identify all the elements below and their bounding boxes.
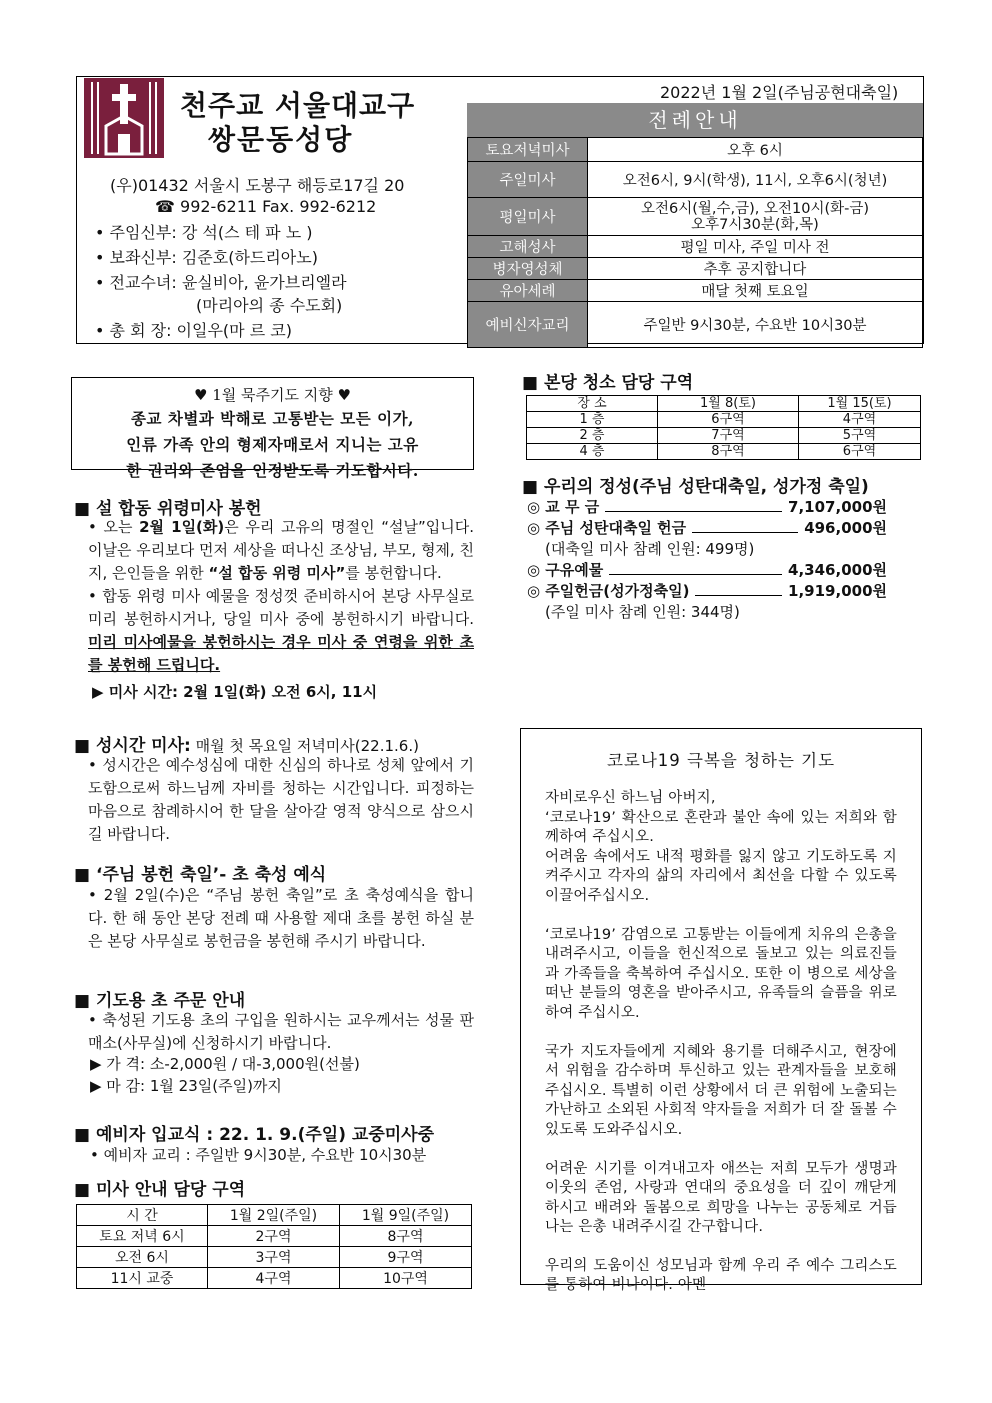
holy-hour-text: • 성시간은 예수성심에 대한 신심의 하나로 성체 앞에서 기도함으로써 하느님께 자비를 청하는 시간입니다. 피정하는 마음으로 참례하시어 한 달을 살아갈 영적 양식으로 삼으시길 바랍니다. xyxy=(88,756,474,843)
weekday-mass-line2: 오후7시30분(화,목) xyxy=(691,216,819,233)
rosary-intention-line: 인류 가족 안의 형제자매로서 지니는 고유 xyxy=(126,435,419,454)
offering-title: ■ 우리의 정성(주님 성탄대축일, 성가정 축일) xyxy=(522,477,869,497)
covid-prayer-title: 코로나19 극복을 청하는 기도 xyxy=(606,751,836,770)
rosary-intention-line: 종교 차별과 박해로 고통받는 모든 이가, xyxy=(131,409,414,428)
weekday-mass-line1: 오전6시(월,수,금), 오전10시(화-금) xyxy=(640,200,870,217)
offering-label: ◎ 주님 성탄대축일 헌금 xyxy=(527,519,687,537)
liturgy-value: 평일 미사, 주일 미사 전 xyxy=(588,236,923,258)
offering-list xyxy=(527,497,887,623)
mass-duty-table xyxy=(76,1204,472,1289)
prayer-paragraph: ‘코로나19’ 감염으로 고통받는 이들에게 치유의 은총을 내려주시고, 이들을 헌신적으로 돌보고 있는 의료진들과 가족들을 축복하여 주십시오. 또한 이 병으로 세상을 떠난 분들의 영혼을 받아주시고, 유족들의 슬픔을 위로하여 주십시오. xyxy=(545,926,897,1021)
table-cell: 4 층 xyxy=(527,444,658,460)
text-span: 은 우리 고유의 명절인 “설날”입니다. 이날은 우리보다 먼저 세상을 떠나신 조상님, 부모, 형제, 친지, 은인들을 위한 xyxy=(88,518,474,582)
parish-name-line2: 쌍문동성당 xyxy=(208,123,354,156)
table-header: 시 간 xyxy=(77,1205,208,1226)
table-header: 1월 9일(주일) xyxy=(340,1205,472,1226)
liturgy-value xyxy=(588,198,923,236)
prayer-paragraph: 우리의 도움이신 성모님과 함께 우리 주 예수 그리스도를 통하여 비나이다. 아멘 xyxy=(545,1257,897,1294)
table-cell: 10구역 xyxy=(340,1268,472,1289)
lunar-memorial-p1 xyxy=(88,516,474,585)
liturgy-key: 병자영성체 xyxy=(468,258,588,280)
liturgy-value: 매달 첫째 토요일 xyxy=(588,280,923,302)
table-cell: 오전 6시 xyxy=(77,1247,208,1268)
offering-item xyxy=(527,518,887,539)
table-cell: 4구역 xyxy=(799,412,921,428)
staff-sisters: • 전교수녀: 윤실비아, 윤가브리엘라 xyxy=(95,273,347,292)
prayer-paragraph: 어려운 시기를 이겨내고자 애쓰는 저희 모두가 생명과 이웃의 존엄, 사랑과 연대의 중요성을 더 깊이 깨닫게 하시고 배려와 돌봄으로 희망을 나누는 공동체로 거듭나는 은총 내려주시길 간구합니다. xyxy=(545,1160,897,1236)
liturgy-table xyxy=(467,137,923,348)
offering-item xyxy=(527,581,887,602)
table-cell: 9구역 xyxy=(340,1247,472,1268)
table-cell: 8구역 xyxy=(340,1226,472,1247)
offering-label: ◎ 주일헌금(성가정축일) xyxy=(527,582,690,600)
offering-amount: 4,346,000원 xyxy=(788,561,887,579)
table-header: 1월 15(토) xyxy=(799,396,921,412)
offering-label: ◎ 구유예물 xyxy=(527,561,604,579)
liturgy-value: 오후 6시 xyxy=(588,138,923,162)
candle-order-title: ■ 기도용 초 주문 안내 xyxy=(74,991,246,1011)
table-header: 장 소 xyxy=(527,396,658,412)
offering-amount: 1,919,000원 xyxy=(788,582,887,600)
candlemas-text: • 2월 2일(수)은 “주님 봉헌 축일”로 초 축성예식을 합니다. 한 해 동안 본당 전례 때 사용할 제대 초를 봉헌 하실 분은 본당 사무실로 봉헌금을 봉헌해 주시기 바랍니다. xyxy=(88,886,474,950)
cleaning-title: ■ 본당 청소 담당 구역 xyxy=(522,373,694,393)
candle-price: ▶ 가 격: 소-2,000원 / 대-3,000원(선불) xyxy=(90,1055,360,1073)
liturgy-key: 예비신자교리 xyxy=(468,302,588,348)
offering-item xyxy=(527,560,887,581)
text-span: “설 합동 위령 미사” xyxy=(208,564,346,582)
prayer-paragraph: 자비로우신 하느님 아버지, ‘코로나19’ 확산으로 혼란과 불안 속에 있는 저희와 함께하여 주십시오. 어려움 속에서도 내적 평화를 잃지 않고 기도하도록 지켜주시고 각자의 삶의 자리에서 최선을 다할 수 있도록 이끌어주십시오. xyxy=(545,790,897,904)
table-cell: 11시 교중 xyxy=(77,1268,208,1289)
offering-item xyxy=(527,497,887,518)
table-cell: 2 층 xyxy=(527,428,658,444)
table-cell: 1 층 xyxy=(527,412,658,428)
liturgy-title: 전례안내 xyxy=(467,103,923,137)
text-span: 미리 미사예물을 봉헌하시는 경우 미사 중 연령을 위한 초를 봉헌해 드립니다. xyxy=(88,633,474,674)
staff-president: • 총 회 장: 이일우(마 르 코) xyxy=(95,321,292,340)
parish-address: (우)01432 서울시 도봉구 해등로17길 20 xyxy=(110,176,405,195)
staff-sisters-order: (마리아의 종 수도회) xyxy=(196,296,343,315)
text-span: • 합동 위령 미사 예물을 정성껏 준비하시어 본당 사무실로 미리 봉헌하시거나, 당일 미사 중에 봉헌하시기 바랍니다. xyxy=(88,587,474,628)
table-cell: 3구역 xyxy=(208,1247,340,1268)
text-span: 를 봉헌합니다. xyxy=(345,564,442,582)
table-cell: 토요 저녁 6시 xyxy=(77,1226,208,1247)
parish-phone: ☎ 992-6211 Fax. 992-6212 xyxy=(155,197,377,216)
table-cell: 4구역 xyxy=(208,1268,340,1289)
table-cell: 2구역 xyxy=(208,1226,340,1247)
parish-name-line1: 천주교 서울대교구 xyxy=(180,89,416,122)
liturgy-value: 추후 공지합니다 xyxy=(588,258,923,280)
liturgy-value: 주일반 9시30분, 수요반 10시30분 xyxy=(588,302,923,348)
text-span: • 오는 xyxy=(88,518,140,536)
cleaning-table xyxy=(526,395,921,460)
lunar-memorial-title: ■ 설 합동 위령미사 봉헌 xyxy=(74,499,262,519)
rosary-intention-title: ♥ 1월 묵주기도 지향 ♥ xyxy=(194,386,351,404)
parish-logo xyxy=(84,78,164,158)
lunar-memorial-text xyxy=(88,516,474,704)
text-span: ■ 성시간 미사: xyxy=(74,736,191,756)
text-span: 2월 1일(화) xyxy=(139,518,225,536)
offering-amount: 496,000원 xyxy=(804,519,887,537)
offering-note: (주일 미사 참례 인원: 344명) xyxy=(545,603,740,621)
staff-pastor: • 주임신부: 강 석(스 테 파 노 ) xyxy=(95,223,313,242)
mass-duty-title: ■ 미사 안내 담당 구역 xyxy=(74,1180,246,1200)
table-cell: 6구역 xyxy=(799,444,921,460)
offering-note: (대축일 미사 참례 인원: 499명) xyxy=(545,540,755,558)
liturgy-key: 유아세례 xyxy=(468,280,588,302)
liturgy-key: 주일미사 xyxy=(468,162,588,198)
prayer-paragraph: 국가 지도자들에게 지혜와 용기를 더해주시고, 현장에서 위험을 감수하며 투신하고 있는 관계자들을 보호해주십시오. 특별히 이런 상황에서 더 큰 위험에 노출되는 가난하고 소외된 사회적 약자들을 저희가 더 잘 돌볼 수 있도록 도와주십시오. xyxy=(545,1043,897,1138)
table-cell: 6구역 xyxy=(658,412,799,428)
catechumen-text: • 예비자 교리 : 주일반 9시30분, 수요반 10시30분 xyxy=(90,1146,427,1164)
liturgy-key: 평일미사 xyxy=(468,198,588,236)
candle-deadline: ▶ 마 감: 1월 23일(주일)까지 xyxy=(90,1077,282,1095)
lunar-memorial-p2 xyxy=(88,585,474,677)
candlemas-title: ■ ‘주님 봉헌 축일’- 초 축성 예식 xyxy=(74,865,327,885)
table-cell: 5구역 xyxy=(799,428,921,444)
table-header: 1월 8(토) xyxy=(658,396,799,412)
offering-amount: 7,107,000원 xyxy=(788,498,887,516)
table-cell: 8구역 xyxy=(658,444,799,460)
bulletin-date: 2022년 1월 2일(주님공현대축일) xyxy=(660,83,899,102)
staff-assistant: • 보좌신부: 김준호(하드리아노) xyxy=(95,248,318,267)
church-logo-icon xyxy=(84,78,164,158)
rosary-intention-box xyxy=(71,377,474,480)
liturgy-value: 오전6시, 9시(학생), 11시, 오후6시(청년) xyxy=(588,162,923,198)
offering-label: ◎ 교 무 금 xyxy=(527,498,600,516)
liturgy-key: 토요저녁미사 xyxy=(468,138,588,162)
candle-order-text: • 축성된 기도용 초의 구입을 원하시는 교우께서는 성물 판매소(사무실)에 신청하시기 바랍니다. xyxy=(88,1011,474,1052)
table-header: 1월 2일(주일) xyxy=(208,1205,340,1226)
covid-prayer-box xyxy=(520,728,922,1294)
table-cell: 7구역 xyxy=(658,428,799,444)
lunar-memorial-time: ▶ 미사 시간: 2월 1일(화) 오전 6시, 11시 xyxy=(92,683,378,701)
text-span: 매월 첫 목요일 저녁미사(22.1.6.) xyxy=(190,737,419,755)
holy-hour-title xyxy=(74,731,419,756)
catechumen-title: ■ 예비자 입교식 : 22. 1. 9.(주일) 교중미사중 xyxy=(74,1125,435,1145)
liturgy-key: 고해성사 xyxy=(468,236,588,258)
rosary-intention-line: 한 권리와 존엄을 인정받도록 기도합시다. xyxy=(126,461,419,480)
